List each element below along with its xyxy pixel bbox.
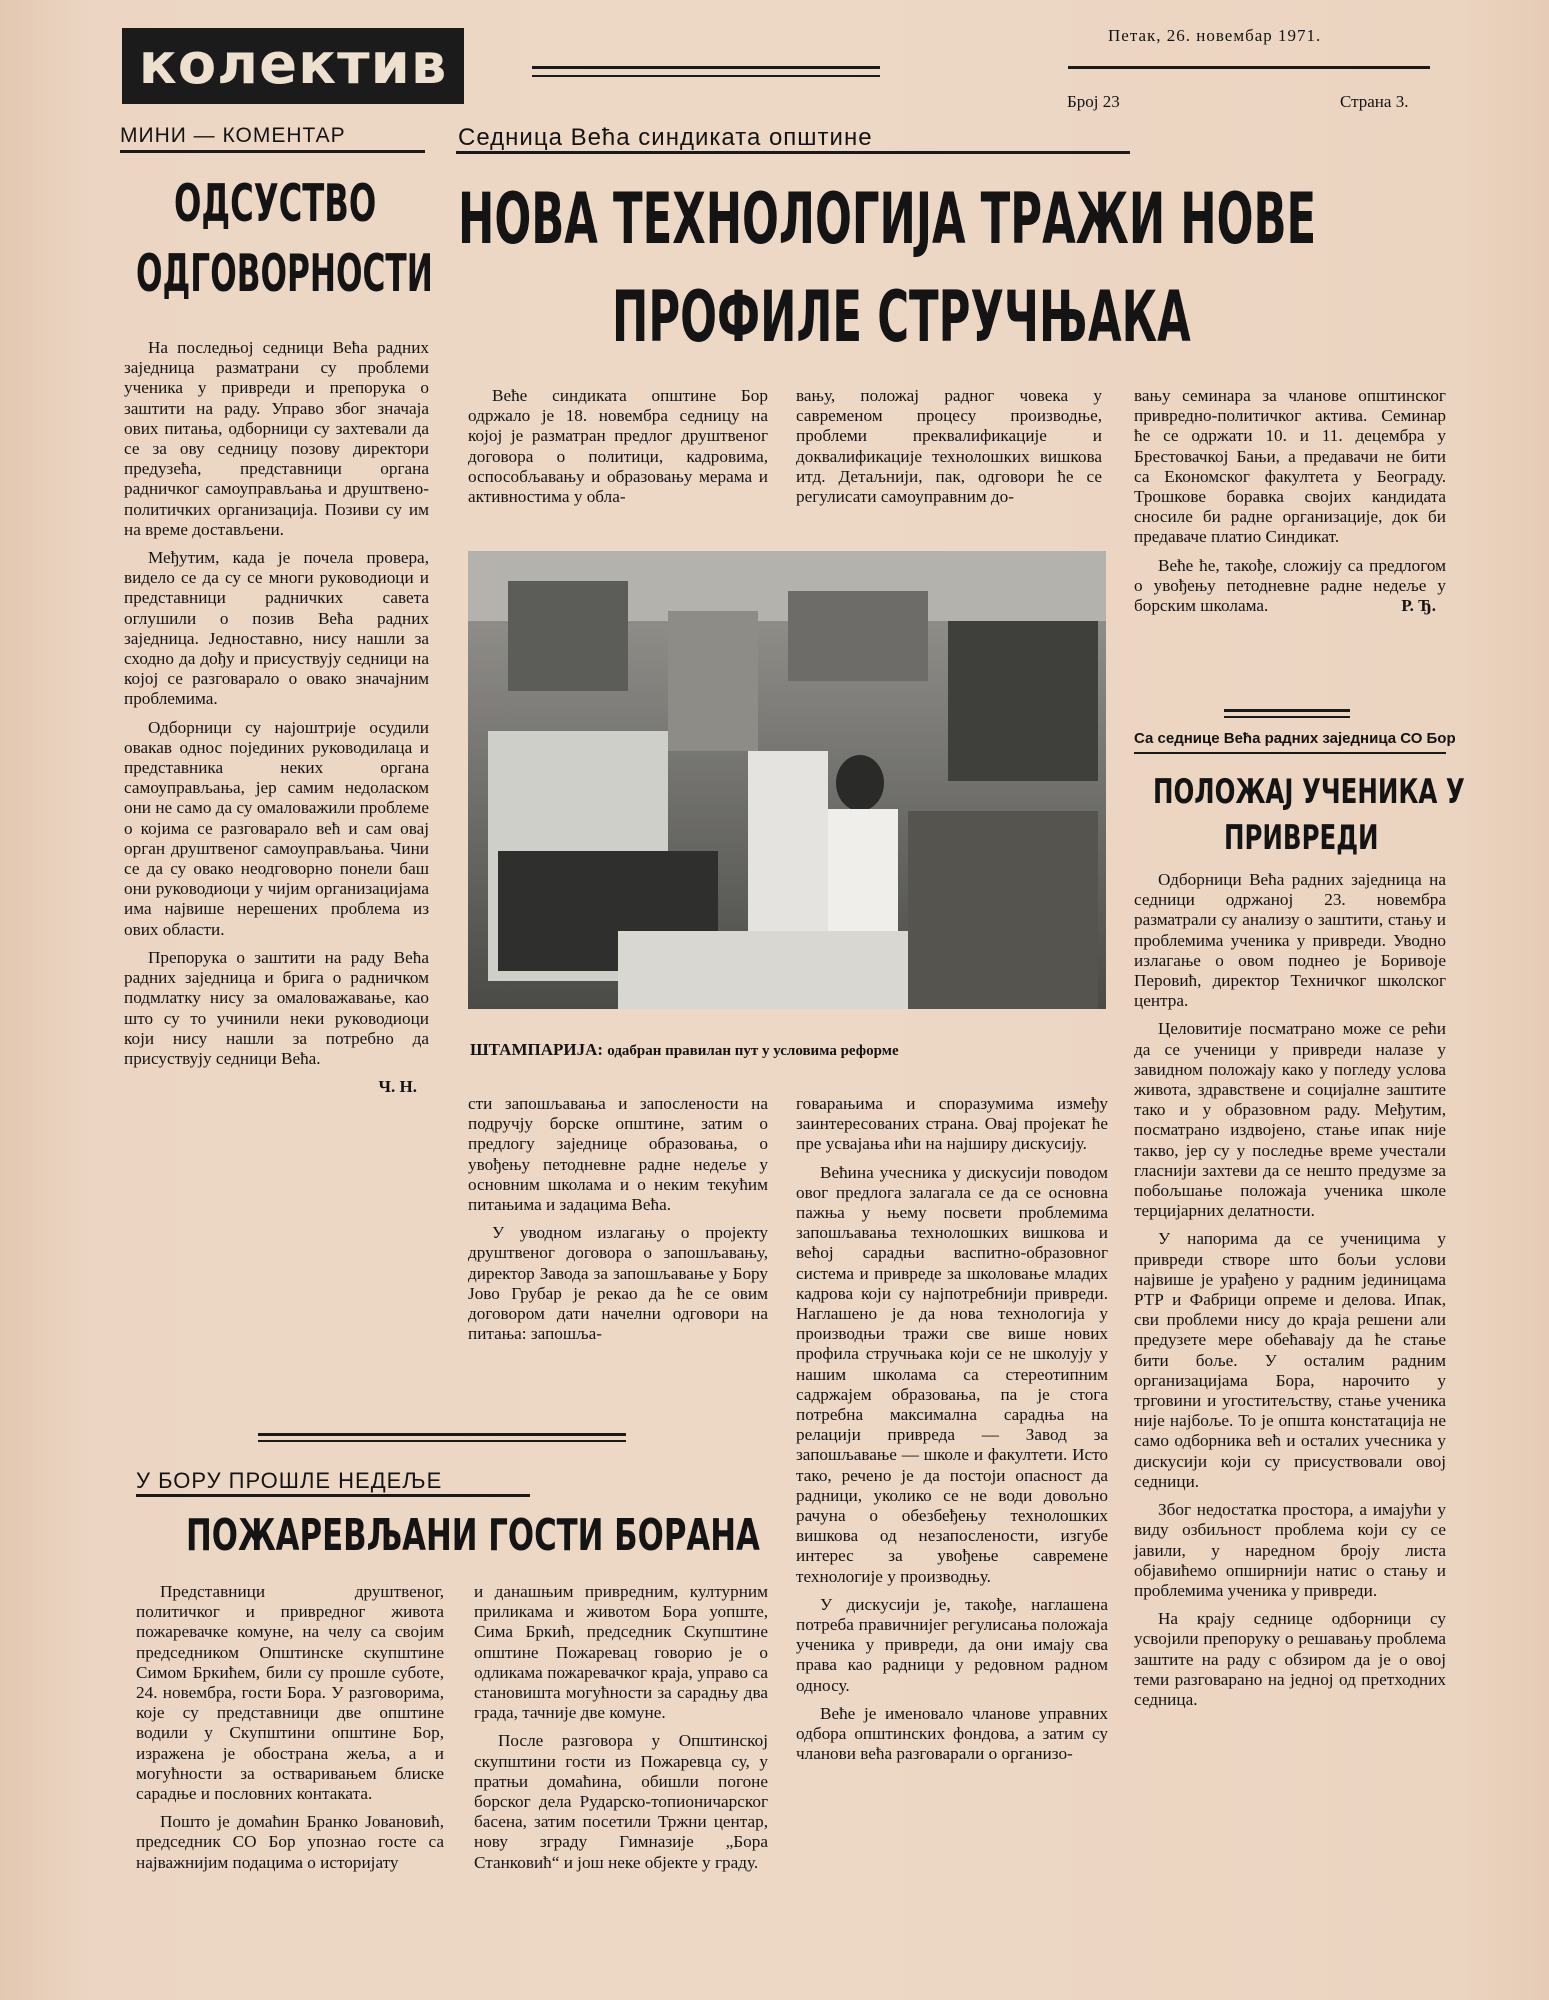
main-paragraph: Веће ће, такође, сложију са предлогом о увођењу петодневне радне недеље у борским школама. xyxy=(1134,555,1446,616)
issue-number: Број 23 xyxy=(1067,92,1120,111)
main-paragraph: вању семинара за чланове општинског привредно-политичког актива. Семинар ће се одржати 10. и 11. децембра у Брестовачкој Бањи, а предавачи не бити са Економског факултета у Београду. Трошкове боравка својих кандидата сносиле би радне организације, док би предаваче платио Синдикат. xyxy=(1134,386,1446,547)
main-paragraph: Веће је именовало чланове управних одбора општинских фондова, а затим су чланови већа разговарали о организо- xyxy=(796,1703,1108,1764)
photo-caption-text: одабран правилан пут у условима реформе xyxy=(607,1043,899,1059)
issue-date: Петак, 26. новембар 1971. xyxy=(1108,26,1322,45)
main-paragraph: сти запошљавања и запослености на подручју борске општине, затим о предлогу заједнице образовања, о увођењу петодневне радне недеље у основним школама и о неким текућим питањима и задацима Већа. xyxy=(468,1094,768,1215)
right-title-line1: ПОЛОЖАЈ УЧЕНИКА У xyxy=(1153,772,1465,812)
bottom-paragraph: и данашњим привредним, културним приликама и животом Бора уопште, Сима Бркић, председник Скупштине општине Пожаревац говорио је о одликама пожаревачког краја, управо са становишта могућности за сарадњу два града, тачније две комуне. xyxy=(474,1582,768,1723)
right-paragraph: Због недостатка простора, а имајући у виду озбиљност проблема који су се јавили, у наредном броју листа објавићемо опширнији натис о стању и проблемима ученика у привреди. xyxy=(1134,1500,1446,1600)
right-paragraph: У напорима да се ученицима у привреди створе што бољи услови највише је урађено у радним јединицама РТР и Фабрици опреме и делова. Ипак, сви проблеми нису до краја решени али предузете мере обећавају да ће стање бити боље. У осталим радним организацијама Бора, нарочито у трговини и угоститељству, стање ученика није најбоље. То је општа констатација не само одборника већ и осталих учесника у дискусији који су присуствовали овој седници. xyxy=(1134,1229,1446,1491)
left-signature: Ч. Н. xyxy=(378,1077,417,1097)
bottom-title: ПОЖАРЕВЉАНИ ГОСТИ БОРАНА xyxy=(186,1510,760,1561)
main-col3-top xyxy=(1134,386,1446,616)
main-col2-bottom xyxy=(796,1094,1108,1773)
left-article-body xyxy=(124,338,429,1097)
masthead-logo: колектив xyxy=(122,28,464,104)
printing-press-photo xyxy=(468,551,1106,1009)
main-col1-bottom xyxy=(468,1094,768,1352)
right-kicker: Са седнице Већа радних заједница СО Бор xyxy=(1134,730,1456,747)
left-title-line2: ОДГОВОРНОСТИ xyxy=(136,244,433,304)
photo-caption-label: ШТАМПАРИЈА: xyxy=(470,1040,604,1059)
bottom-paragraph: Представници друштвеног, политичког и привредног живота пожаревачке комуне, на челу са својим председником Општинске скупштине Симом Бркићем, били су прошле суботе, 24. новембра, гости Бора. У разговорима, које су представници две општине водили у Скупштини општине Бор, изражена је обострана жеља, а и могућности за остваривањем блиске сарадње и пословних контаката. xyxy=(136,1582,444,1804)
main-paragraph: вању, положај радног човека у савременом процесу производње, проблеми преквалификације и доквалификације технолошких вишкова итд. Детаљнији, пак, одговори ће се регулисати самоуправним до- xyxy=(796,386,1102,507)
left-paragraph: Препорука о заштити на раду Већа радних заједница и брига о радничком подмлатку нису за омаловажавање, као што су то учинили неки руководиоци који нису нашли за потребно да присуствују седници Већа. xyxy=(124,947,429,1068)
left-paragraph: Одборници су најоштрије осудили овакав однос појединих руководилаца и представника неких органа самоуправљања, јер самим недоласком они не само да су омаловажили проблеме о којима се разговарало већ и сам овај орган друштвеног самоуправљања. Чини се да су овако неодговорно понели баш они руководиоци у чијим организацијама има највише нерешених проблема из ових области. xyxy=(124,717,429,939)
bottom-col1 xyxy=(136,1582,444,1881)
main-paragraph: Већина учесника у дискусији поводом овог предлога залагала се да се основна пажња у њему посвети проблемима запошљавања технолошких вишкова и већој сарадњи васпитно-образовног система и привреде за школовање младих кадрова који су најпотребнији привреди. Наглашено је да нова технологија у производњи тражи све више нових профила стручњака који се не школују у нашим школама са стереотипним садржајем образовања, па је стога потребна максимална сарадња на релацији привреда — Завод за запошљавање — школе и факултети. Исто тако, речено је да постоји опасност да радници, уколико се не води довољно рачуна о обезбеђењу технолошких вишкова од незапослености, изгубе интерес за увођење савремене технологије у производњу. xyxy=(796,1162,1108,1586)
left-title-line1: ОДСУСТВО xyxy=(174,174,377,234)
left-paragraph: На последњој седници Већа радних заједница разматрани су проблеми ученика у привреди и препорука о заштити на раду. Управо због значаја ових питања, одборници су захтевали да се за ову седницу позову директори предузећа, представници органа радничког самоуправљања и друштвено-политичких организација. Позиви су им на време достављени. xyxy=(124,338,429,539)
right-paragraph: Целовитије посматрано може се рећи да се ученици у привреди налазе у завидном положају како у погледу услова живота, здравствене и социјалне заштите тако и у образовном раду. Међутим, посматрано издвојено, стање ипак није такво, јер су у последње време учестали гласнији захтеви да се нешто предузме за побољшање положаја ученика школе терцијарних делатности. xyxy=(1134,1019,1446,1221)
main-kicker: Седница Већа синдиката општине xyxy=(458,124,873,151)
bottom-paragraph: После разговора у Општинској скупштини гости из Пожаревца су, у пратњи домаћина, обишли погоне борског дела Рударско-топионичарског басена, затим посетили Тржни центар, нову зграду Гимназије „Бора Станковић“ и још неке објекте у граду. xyxy=(474,1731,768,1872)
left-paragraph: Међутим, када је почела провера, видело се да су се многи руководиоци и представници радничких савета оглушили о позив Већа радних заједница. Једноставно, нису нашли за сходно да дођу и присуствују седници на којој се разговарало о овако значајним проблемима. xyxy=(124,548,429,709)
main-paragraph: говарањима и споразумима између заинтересованих страна. Овај пројекат ће пре усвајања ићи на најширу дискусију. xyxy=(796,1094,1108,1154)
main-title-line1: НОВА ТЕХНОЛОГИЈА ТРАЖИ НОВЕ xyxy=(458,178,1317,260)
bottom-col2 xyxy=(474,1582,768,1881)
right-paragraph: На крају седнице одборници су усвојили препоруку о решавању проблема заштите на раду с обзиром да је о овој теми разговарано на једној од претходних седница. xyxy=(1134,1609,1446,1709)
right-article-body xyxy=(1134,870,1446,1718)
main-signature: Р. Ђ. xyxy=(1401,596,1436,616)
main-paragraph: Веће синдиката општине Бор одржало је 18. новембра седницу на којој је разматран предлог друштвеног договора о политици, кадровима, оспособљавању и образовању мерама и активностима у обла- xyxy=(468,386,768,507)
main-title-line2: ПРОФИЛЕ СТРУЧЊАКА xyxy=(612,276,1191,358)
right-paragraph: Одборници Већа радних заједница на седници одржаној 23. новембра разматрали су анализу о заштити, стању и проблемима ученика у привреди. Уводно излагање о овом поднеo је Боривоје Перовић, директор Техничког школског центра. xyxy=(1134,870,1446,1011)
left-kicker: МИНИ — КОМЕНТАР xyxy=(120,124,346,147)
right-title-line2: ПРИВРЕДИ xyxy=(1224,818,1379,858)
bottom-paragraph: Пошто је домаћин Бранко Јовановић, председник СО Бор упознао госте са најважнијим подацима о историјату xyxy=(136,1812,444,1872)
page-number: Страна 3. xyxy=(1340,92,1409,111)
main-paragraph: У дискусији је, такође, наглашена потреба правичнијег регулисања положаја ученика у привреди, да они имају сва права као радници у редовном радном односу. xyxy=(796,1594,1108,1695)
photo-caption xyxy=(470,1040,899,1060)
main-col2-top xyxy=(796,386,1102,515)
main-paragraph: У уводном излагању о пројекту друштвеног договора о запошљавању, директор Завода за запошљавање у Бору Јово Грубар је рекао да ће се овим договором дати начелни одговори на питања: запошља- xyxy=(468,1223,768,1344)
main-col1-top xyxy=(468,386,768,515)
bottom-kicker: У БОРУ ПРОШЛЕ НЕДЕЉЕ xyxy=(136,1468,443,1493)
